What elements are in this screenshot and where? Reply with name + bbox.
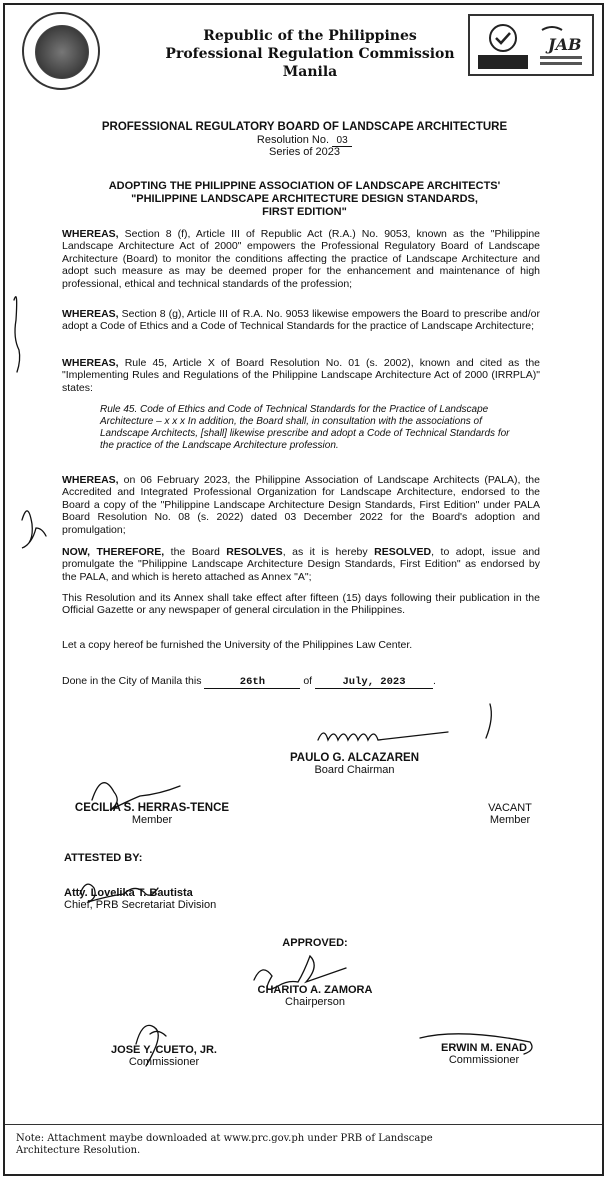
copy-furnished-paragraph: Let a copy hereof be furnished the University of the Philippines Law Center. [62, 639, 413, 651]
title-line-2: "PHILIPPINE LANDSCAPE ARCHITECTURE DESIGN STANDARDS, [131, 193, 478, 205]
commissioner-2-name: ERWIN M. ENAD [441, 1042, 527, 1054]
attested-label: ATTESTED BY: [64, 852, 143, 864]
resolves-word: RESOLVES [226, 546, 283, 558]
approved-label: APPROVED: [282, 937, 348, 949]
secretary-role: Chief, PRB Secretariat Division [64, 899, 217, 911]
chairman-role: Board Chairman [314, 764, 395, 776]
board-name: PROFESSIONAL REGULATORY BOARD OF LANDSCAPE ARCHITECTURE [101, 121, 508, 133]
chairman-block [0, 752, 609, 776]
paragraph-text: , to adopt, issue and promulgate the "Philippine Landscape Architecture Design Standards, First Edition" as endorsed by the PALA, and which is hereto attached as Annex "A"; [62, 546, 540, 583]
member-1-block [52, 802, 252, 826]
footer-divider [5, 1124, 602, 1125]
title-line-1: ADOPTING THE PHILIPPINE ASSOCIATION OF LANDSCAPE ARCHITECTS' [108, 180, 501, 192]
secretary-name: Atty. Lovelika T. Bautista [64, 887, 193, 899]
header-republic: Republic of the Philippines [203, 28, 417, 44]
resolution-label: Resolution No. [256, 134, 330, 146]
member-2-block [450, 802, 570, 826]
attachment-note: Note: Attachment maybe downloaded at www.prc.gov.ph under PRB of Landscape Architecture Resolution. [16, 1133, 433, 1156]
member-1-name: CECILIA S. HERRAS-TENCE [74, 802, 230, 814]
done-day: 26th [204, 676, 300, 689]
commissioner-2-block [404, 1042, 564, 1066]
paragraph-text: , as it is hereby [282, 546, 375, 558]
chairperson-role: Chairperson [285, 996, 345, 1008]
paragraph-text: Section 8 (f), Article III of Republic Act (R.A.) No. 9053, known as the "Philippine Landscape Architecture Act of 2000" empowers the Professional Regulatory Board of Landscape Architecture (Board) to monitor the conditions affecting the practice of Landscape Architecture and adopt such measure as may be deemed proper for the enhancement and maintenance of high professional, ethical and technical standards of the profession; [62, 228, 540, 290]
resolution-series: Series of 2023 [269, 146, 340, 158]
done-prefix: Done in the City of Manila this [62, 675, 202, 687]
whereas-lead: WHEREAS, [62, 308, 119, 320]
paragraph-text: Section 8 (g), Article III of R.A. No. 9053 likewise empowers the Board to prescribe and/or adopt a Code of Ethics and a Code of Technical Standards for the practice of Landscape Architecture; [62, 308, 540, 333]
paragraph-text: Rule 45, Article X of Board Resolution No. 01 (s. 2002), known and cited as the "Implementing Rules and Regulations of the Philippine Landscape Architecture Act of 2000 (IRRPLA)" states: [62, 357, 540, 394]
whereas-lead: WHEREAS, [62, 228, 119, 240]
header-city: Manila [282, 64, 338, 80]
chairperson-name: CHARITO A. ZAMORA [257, 984, 373, 996]
done-end: . [433, 675, 436, 687]
commissioner-1-role: Commissioner [128, 1056, 200, 1068]
commissioner-1-name: JOSE Y. CUETO, JR. [111, 1044, 217, 1056]
resolved-word: RESOLVED [374, 546, 432, 558]
commissioner-1-block [84, 1044, 244, 1068]
paragraph-text: on 06 February 2023, the Philippine Association of Landscape Architects (PALA), the Accredited and Integrated Professional Organization for Landscape Architecture, endorsed to the Board a copy of the "Philippine Landscape Architecture Design Standards, First Edition" under PALA Board Resolution No. 08 (s. 2022) dated 03 December 2022 for the Board's adoption and promulgation; [62, 474, 540, 536]
member-2-name: VACANT [488, 802, 532, 814]
title-line-3: FIRST EDITION" [262, 206, 347, 218]
secretary-block [64, 887, 216, 911]
whereas-lead: WHEREAS, [62, 357, 119, 369]
whereas-lead: WHEREAS, [62, 474, 119, 486]
rule-45-quote: Rule 45. Code of Ethics and Code of Technical Standards for the Practice of Landscape Architecture – x x x In addition, the Board shall, in consultation with the associations of Landscape Architects, [shall] likewise prescribe and adopt a Code of Technical Standards for the practice of the Landscape Architecture profession. [100, 404, 510, 451]
member-1-role: Member [131, 814, 173, 826]
effectivity-paragraph: This Resolution and its Annex shall take effect after fifteen (15) days following their publication in the Official Gazette or any newspaper of general circulation in the Philippines. [62, 592, 540, 617]
now-therefore-lead: NOW, THEREFORE, [62, 546, 165, 558]
svg-text:JAB: JAB [548, 35, 582, 54]
chairperson-block [0, 984, 609, 1008]
header-commission: Professional Regulation Commission [165, 46, 455, 62]
commissioner-2-role: Commissioner [448, 1054, 520, 1066]
done-date: July, 2023 [315, 676, 433, 689]
paragraph-text: the Board [164, 546, 227, 558]
chairman-name: PAULO G. ALCAZAREN [289, 752, 420, 764]
done-of: of [303, 675, 313, 687]
member-2-role: Member [489, 814, 531, 826]
resolution-number: 03 [332, 135, 352, 147]
